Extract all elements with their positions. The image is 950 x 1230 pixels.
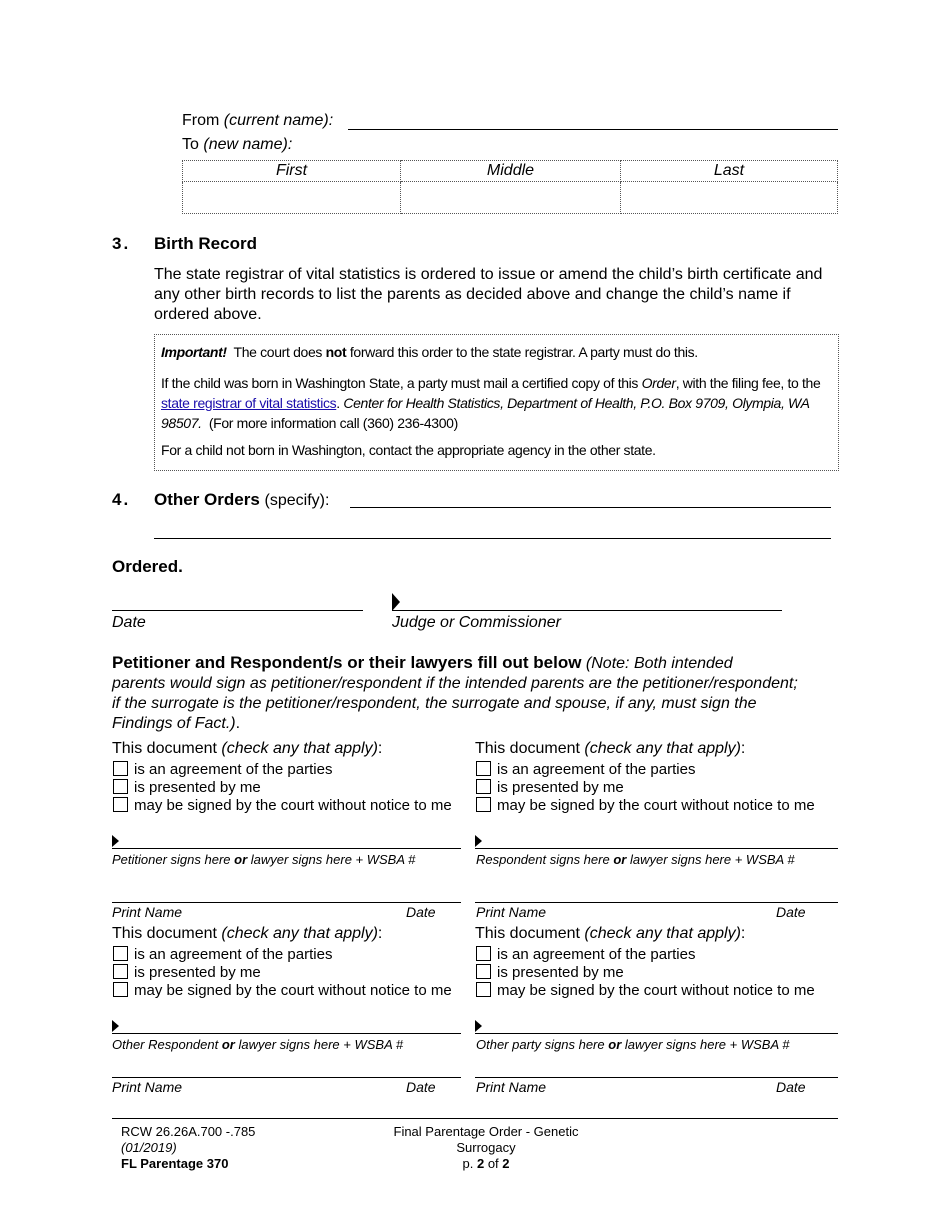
date-label: Date: [776, 1079, 806, 1095]
other-party-opt-presented[interactable]: is presented by me: [476, 964, 624, 981]
first-name-cell[interactable]: [183, 182, 401, 214]
signature-arrow-icon: [112, 1020, 119, 1032]
respondent-opt-presented[interactable]: is presented by me: [476, 779, 624, 796]
other-party-print-name-field[interactable]: [475, 1077, 838, 1078]
respondent-opt-agreement[interactable]: is an agreement of the parties: [476, 761, 695, 778]
new-name-table: [182, 160, 838, 214]
date-label: Date: [776, 904, 806, 920]
footer-left: RCW 26.26A.700 -.785 (01/2019) FL Parentage 370: [121, 1124, 256, 1171]
other-party-opt-no-notice[interactable]: may be signed by the court without notice to me: [476, 982, 815, 999]
doc-label-petitioner: This document (check any that apply):: [112, 740, 383, 757]
date-label: Date: [406, 1079, 436, 1095]
registrar-link[interactable]: state registrar of vital statistics: [161, 395, 337, 411]
signature-arrow-icon: [112, 835, 119, 847]
checkbox[interactable]: [113, 946, 128, 961]
doc-label-other-party: This document (check any that apply):: [475, 925, 746, 942]
other-respondent-opt-no-notice[interactable]: may be signed by the court without notice to me: [113, 982, 452, 999]
respondent-signature-field[interactable]: [475, 848, 838, 849]
checkbox[interactable]: [476, 797, 491, 812]
petitioner-opt-presented[interactable]: is presented by me: [113, 779, 261, 796]
checkbox[interactable]: [476, 946, 491, 961]
other-orders-field[interactable]: [350, 507, 831, 508]
checkbox[interactable]: [113, 982, 128, 997]
judge-label: Judge or Commissioner: [392, 614, 561, 631]
petitioner-signature-field[interactable]: [112, 848, 461, 849]
order-date-field[interactable]: [112, 610, 363, 611]
petitioner-print-name-field[interactable]: [112, 902, 461, 903]
last-name-header: Last: [621, 161, 838, 182]
other-respondent-print-name-field[interactable]: [112, 1077, 461, 1078]
checkbox[interactable]: [476, 982, 491, 997]
middle-name-cell[interactable]: [401, 182, 621, 214]
from-label: From (current name):: [182, 112, 334, 129]
checkbox[interactable]: [476, 779, 491, 794]
doc-label-respondent: This document (check any that apply):: [475, 740, 746, 757]
print-name-label: Print Name: [476, 904, 547, 920]
order-date-label: Date: [112, 614, 146, 631]
checkbox[interactable]: [113, 964, 128, 979]
checkbox[interactable]: [476, 761, 491, 776]
print-name-label: Print Name: [112, 1079, 183, 1095]
doc-label-other-respondent: This document (check any that apply):: [112, 925, 383, 942]
section3-title: Birth Record: [154, 234, 257, 253]
other-party-opt-agreement[interactable]: is an agreement of the parties: [476, 946, 695, 963]
section3-number: 3.: [112, 234, 131, 253]
other-party-sign-label: Other party signs here or lawyer signs here + WSBA #: [476, 1037, 790, 1052]
checkbox[interactable]: [476, 964, 491, 979]
other-orders-field-2[interactable]: [154, 538, 831, 539]
print-name-label: Print Name: [112, 904, 183, 920]
judge-signature-field[interactable]: [392, 610, 782, 611]
section4-number: 4.: [112, 490, 131, 509]
print-name-label: Print Name: [476, 1079, 547, 1095]
petitioner-opt-agreement[interactable]: is an agreement of the parties: [113, 761, 332, 778]
respondent-print-name-field[interactable]: [475, 902, 838, 903]
petitioner-opt-no-notice[interactable]: may be signed by the court without notice to me: [113, 797, 452, 814]
petitioner-sign-label: Petitioner signs here or lawyer signs here + WSBA #: [112, 852, 416, 867]
first-name-header: First: [183, 161, 401, 182]
signature-arrow-icon: [392, 593, 400, 611]
middle-name-header: Middle: [401, 161, 621, 182]
mail-instructions: If the child was born in Washington State, a party must mail a certified copy of this Order, with the filing fee, to the state registrar of vital statistics. Center for Health Statistics, Department of Health, P.O. Box 9709, Olympia, WA 98507. (For more information call (360) 236-4300): [161, 375, 821, 431]
ordered-title: Ordered.: [112, 557, 183, 576]
other-respondent-opt-presented[interactable]: is presented by me: [113, 964, 261, 981]
current-name-field[interactable]: [348, 129, 838, 130]
last-name-cell[interactable]: [621, 182, 838, 214]
checkbox[interactable]: [113, 779, 128, 794]
other-respondent-signature-field[interactable]: [112, 1033, 461, 1034]
checkbox[interactable]: [113, 797, 128, 812]
other-respondent-opt-agreement[interactable]: is an agreement of the parties: [113, 946, 332, 963]
section4-title: Other Orders (specify):: [154, 490, 330, 509]
footer-rule: [112, 1118, 838, 1119]
respondent-sign-label: Respondent signs here or lawyer signs here + WSBA #: [476, 852, 795, 867]
respondent-opt-no-notice[interactable]: may be signed by the court without notice to me: [476, 797, 815, 814]
signature-arrow-icon: [475, 835, 482, 847]
other-party-signature-field[interactable]: [475, 1033, 838, 1034]
signature-arrow-icon: [475, 1020, 482, 1032]
section3-body: The state registrar of vital statistics is ordered to issue or amend the child’s birth certificate and any other birth records to list the parents as decided above and change the child’s name if ordered above.: [154, 266, 823, 323]
footer-center: Final Parentage Order - Genetic Surrogacy p. 2 of 2: [393, 1124, 579, 1171]
date-label: Date: [406, 904, 436, 920]
other-respondent-sign-label: Other Respondent or lawyer signs here + WSBA #: [112, 1037, 404, 1052]
parties-heading: Petitioner and Respondent/s or their lawyers fill out below (Note: Both intended parents would sign as petitioner/respondent if the intended parents are the petitioner/respondent; if the surrogate is the petitioner/respondent, the surrogate and spouse, if any, must sign the Findings of Fact.).: [112, 653, 798, 732]
other-state-note: For a child not born in Washington, contact the appropriate agency in the other state.: [161, 442, 656, 458]
to-label: To (new name):: [182, 136, 293, 153]
important-note: Important! The court does not forward this order to the state registrar. A party must do this.: [161, 344, 698, 360]
checkbox[interactable]: [113, 761, 128, 776]
